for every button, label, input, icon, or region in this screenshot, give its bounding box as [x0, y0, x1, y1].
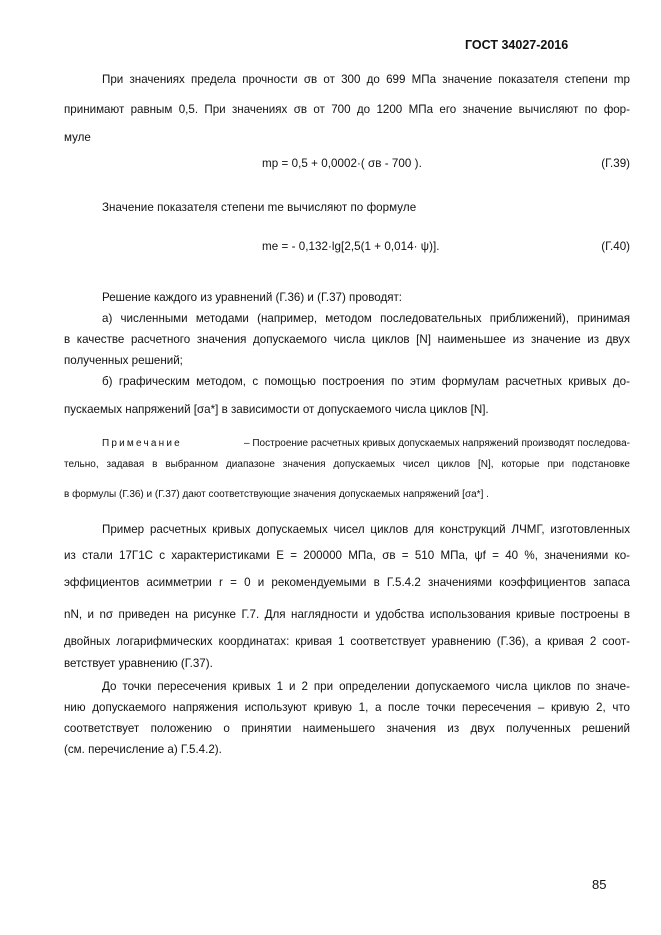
paragraph-line: из стали 17Г1С с характеристиками E = 200000 МПа, σв = 510 МПа, ψf = 40 %, значениями ко- — [64, 549, 630, 562]
paragraph-line: До точки пересечения кривых 1 и 2 при определении допускаемого числа циклов по значе- — [102, 680, 630, 693]
paragraph-line: Пример расчетных кривых допускаемых чисел циклов для конструкций ЛЧМГ, изготовленных — [102, 523, 630, 536]
paragraph-line: в качестве расчетного значения допускаемого числа циклов [N] наименьшее из значение из двух — [64, 333, 630, 346]
equation-g39: mр = 0,5 + 0,0002·( σв - 700 ). — [262, 157, 422, 170]
equation-number-g40: (Г.40) — [601, 240, 630, 253]
note-label: Примечание — [102, 438, 182, 449]
paragraph-line: пускаемых напряжений [σа*] в зависимости от допускаемого числа циклов [N]. — [64, 403, 489, 416]
paragraph-line: муле — [64, 131, 91, 144]
equation-g40: mе = - 0,132·lg[2,5(1 + 0,014· ψ)]. — [262, 240, 440, 253]
note-line: – Построение расчетных кривых допускаемых напряжений производят последова- — [244, 438, 630, 449]
paragraph-line: ветствует уравнению (Г.37). — [64, 657, 213, 670]
paragraph-line: nN, и nσ приведен на рисунке Г.7. Для наглядности и удобства использования кривые построены в — [64, 608, 630, 621]
paragraph-line: нию допускаемого напряжения используют кривую 1, а после точки пересечения – кривую 2, что — [64, 701, 630, 714]
paragraph-line: (см. перечисление а) Г.5.4.2). — [64, 743, 222, 756]
list-item: б) графическим методом, с помощью построения по этим формулам расчетных кривых до- — [102, 375, 630, 388]
paragraph-exponent-intro: Значение показателя степени mе вычисляют по формуле — [102, 201, 417, 214]
page-number: 85 — [592, 877, 607, 892]
note-line: тельно, задавая в выбранном диапазоне значения допускаемых чисел циклов [N], которые при подстановке — [64, 459, 630, 470]
paragraph-line: принимают равным 0,5. При значениях σв от 700 до 1200 МПа его значение вычисляют по фор- — [64, 103, 630, 116]
paragraph-line: При значениях предела прочности σв от 300 до 699 МПа значение показателя степени mр — [102, 73, 630, 86]
list-item: а) численными методами (например, методом последовательных приближений), принимая — [102, 312, 630, 325]
paragraph-line: Решение каждого из уравнений (Г.36) и (Г.37) проводят: — [102, 291, 403, 304]
paragraph-line: двойных логарифмических координатах: кривая 1 соответствует уравнению (Г.36), а кривая 2 соот- — [64, 635, 630, 648]
paragraph-line: эффициентов асимметрии r = 0 и рекомендуемыми в Г.5.4.2 значениями коэффициентов запаса — [64, 576, 630, 589]
document-header: ГОСТ 34027-2016 — [465, 38, 569, 52]
paragraph-line: полученных решений; — [64, 354, 183, 367]
paragraph-line: соответствует положению о принятии наименьшего значения из двух полученных решений — [64, 722, 630, 735]
note-line: в формулы (Г.36) и (Г.37) дают соответствующие значения допускаемых напряжений [σа*] . — [64, 489, 489, 500]
equation-number-g39: (Г.39) — [601, 157, 630, 170]
